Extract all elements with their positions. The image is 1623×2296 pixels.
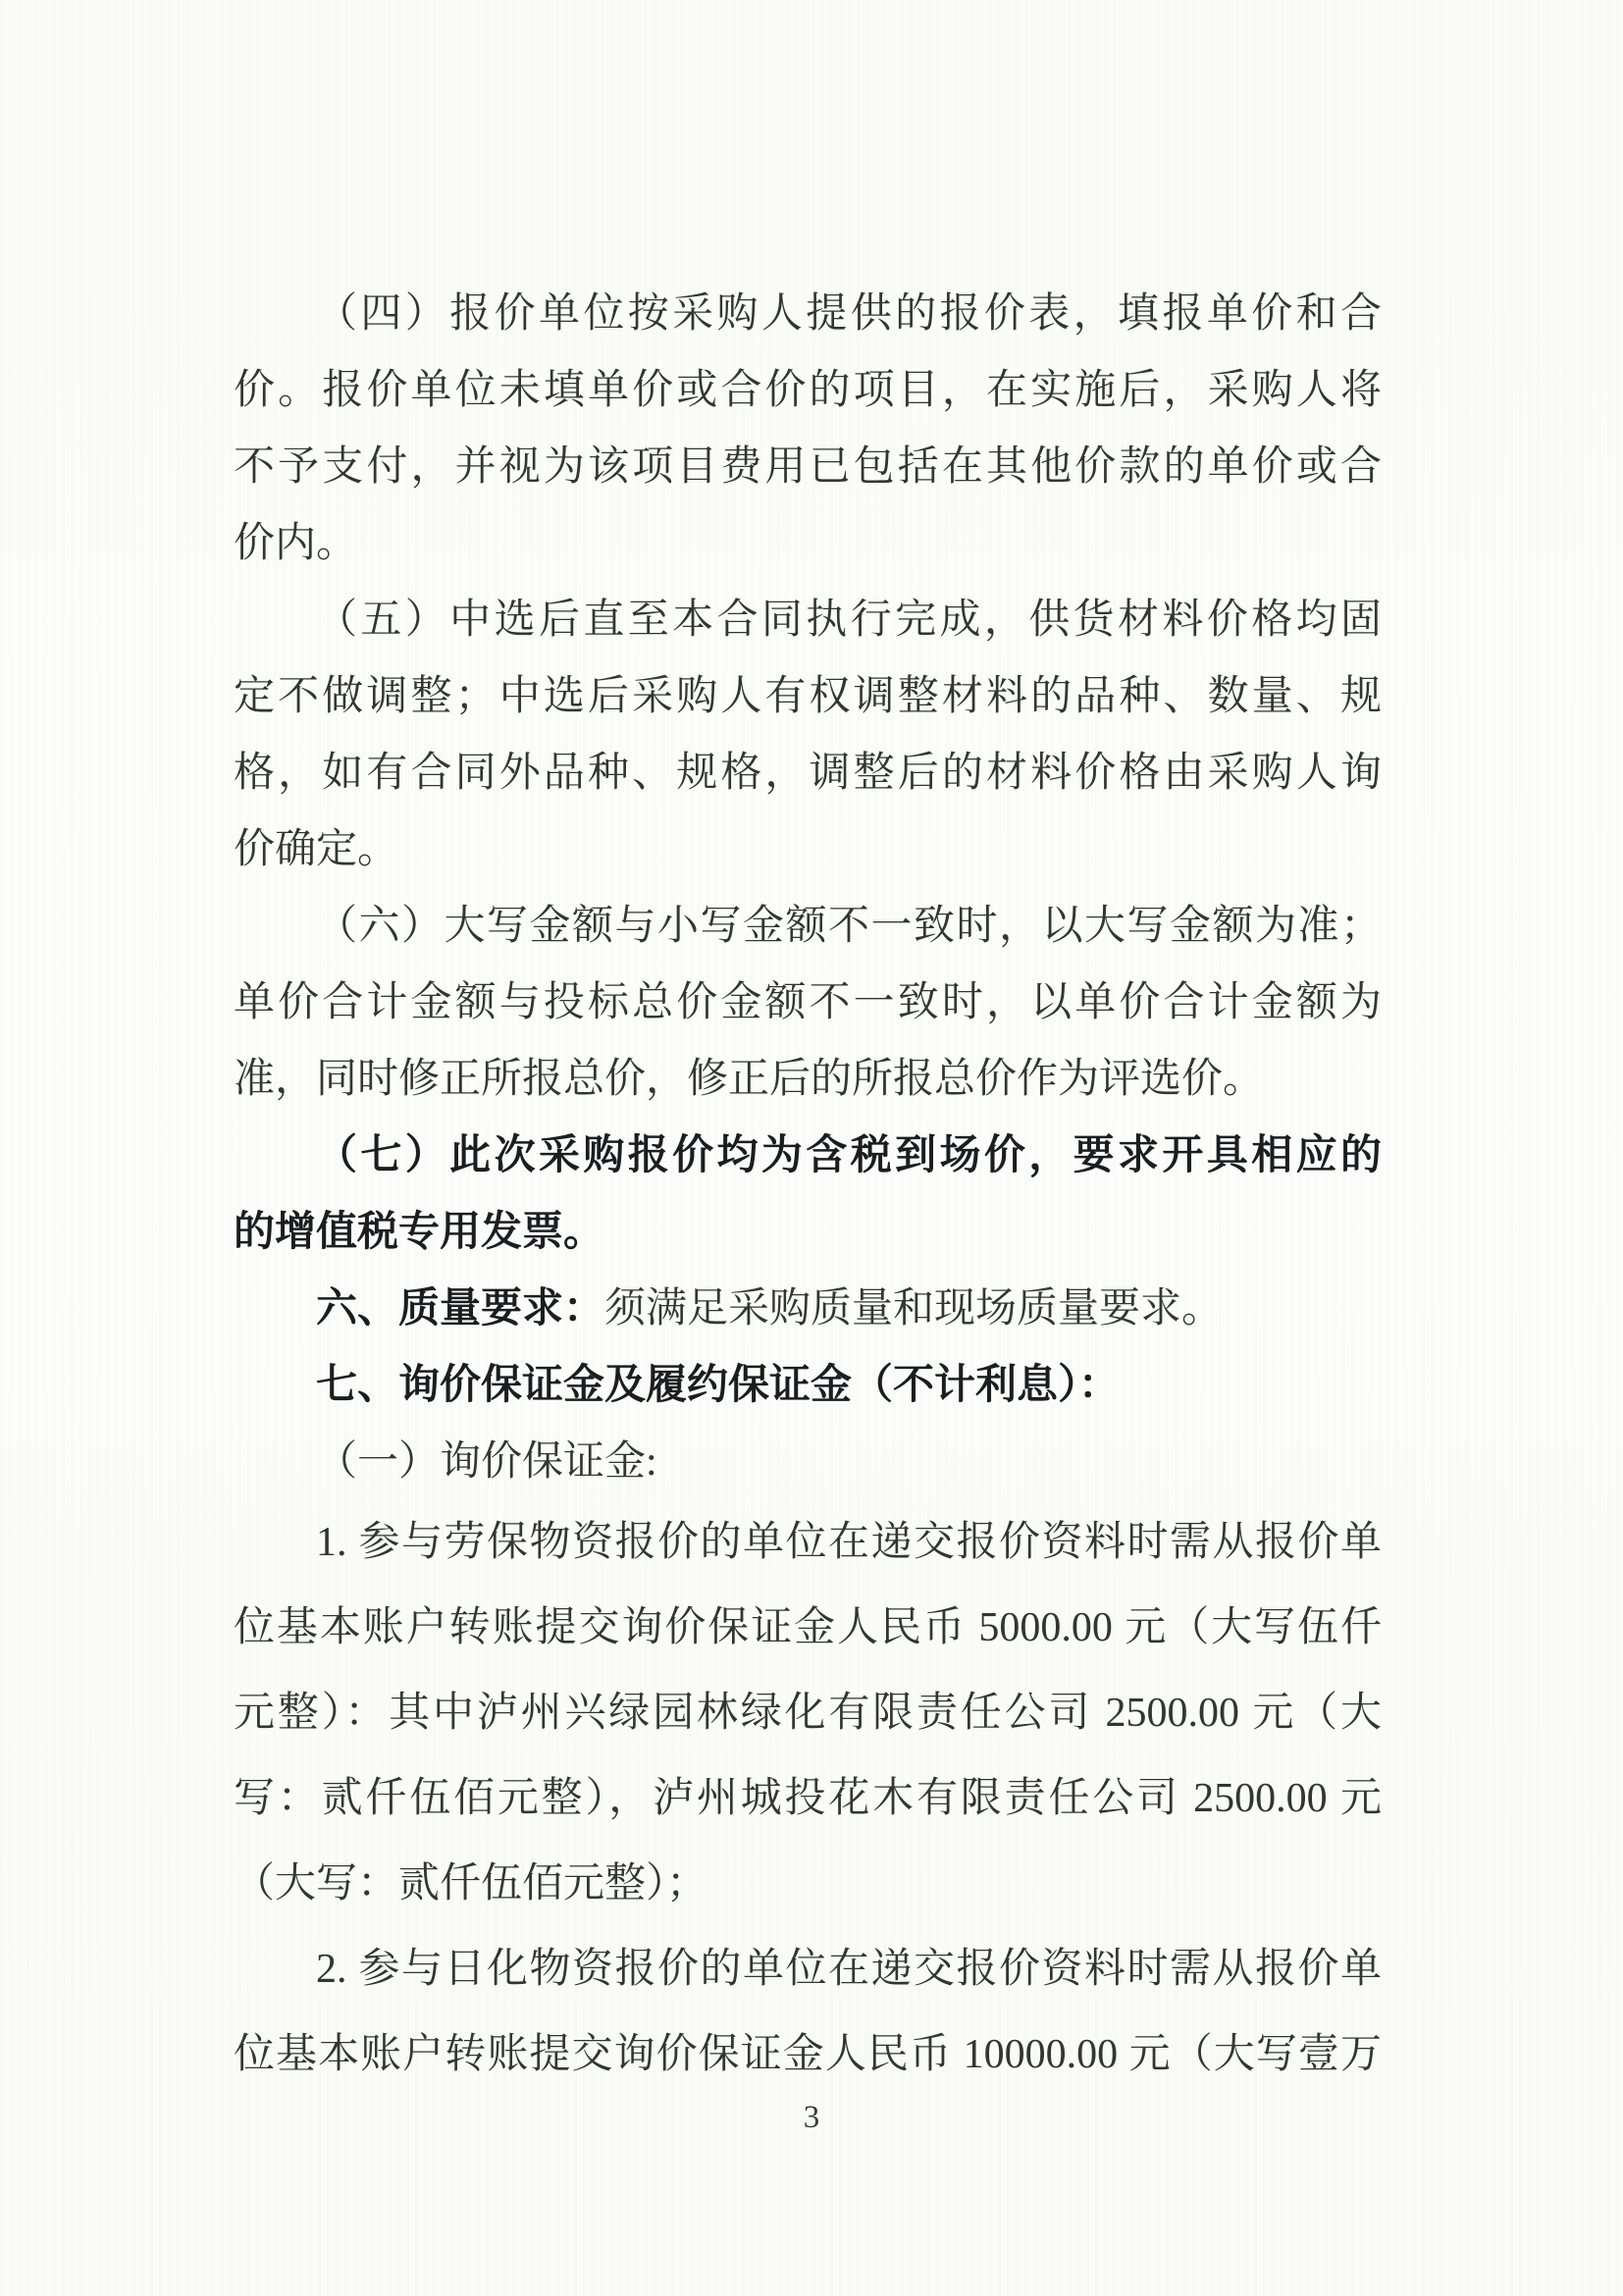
text-line: 准，同时修正所报总价，修正后的所报总价作为评选价。 (234, 1057, 1265, 1102)
text-line: 元整）：其中泸州兴绿园林绿化有限责任公司 2500.00 元（大 (234, 1691, 1382, 1736)
text-line: 价确定。 (234, 827, 399, 872)
text-line (234, 1271, 1382, 1347)
text-line: 定不做调整；中选后采购人有权调整材料的品种、数量、规 (234, 674, 1382, 719)
text-line: （一）询价保证金: (316, 1439, 657, 1485)
page-number: 3 (803, 2100, 820, 2135)
text-line: （六）大写金额与小写金额不一致时，以大写金额为准； (316, 904, 1382, 949)
text-line-bold: （七）此次采购报价均为含税到场价，要求开具相应的 (316, 1133, 1382, 1178)
text-line: 价内。 (234, 521, 358, 566)
text-line: 格，如有合同外品种、规格，调整后的材料价格由采购人询 (234, 751, 1382, 796)
text-line: 2. 参与日化物资报价的单位在递交报价资料时需从报价单 (316, 1947, 1382, 1992)
text-line-bold: 的增值税专用发票。 (234, 1210, 605, 1255)
text-line: 位基本账户转账提交询价保证金人民币 10000.00 元（大写壹万 (234, 2032, 1382, 2077)
text-line: 位基本账户转账提交询价保证金人民币 5000.00 元（大写伍仟 (234, 1605, 1382, 1650)
text-line: （大写：贰仟伍佰元整）； (234, 1861, 708, 1906)
text-line: 单价合计金额与投标总价金额不一致时，以单价合计金额为 (234, 980, 1382, 1025)
text-line-bold: 七、询价保证金及履约保证金（不计利息）： (316, 1363, 1121, 1408)
text-line: 写：贰仟伍佰元整），泸州城投花木有限责任公司 2500.00 元 (234, 1776, 1382, 1821)
text-line: 不予支付，并视为该项目费用已包括在其他价款的单价或合 (234, 444, 1382, 490)
text-line: （五）中选后直至本合同执行完成，供货材料价格均固 (316, 598, 1382, 643)
text-line: （四）报价单位按采购人提供的报价表，填报单价和合 (316, 291, 1382, 337)
text-line: 价。报价单位未填单价或合价的项目，在实施后，采购人将 (234, 368, 1382, 413)
document-text-column (234, 276, 1382, 2098)
text-segment: 须满足采购质量和现场质量要求。 (604, 1286, 1224, 1331)
text-line: 1. 参与劳保物资报价的单位在递交报价资料时需从报价单 (316, 1520, 1382, 1565)
heading-quality-requirements: 六、质量要求： (316, 1286, 605, 1331)
